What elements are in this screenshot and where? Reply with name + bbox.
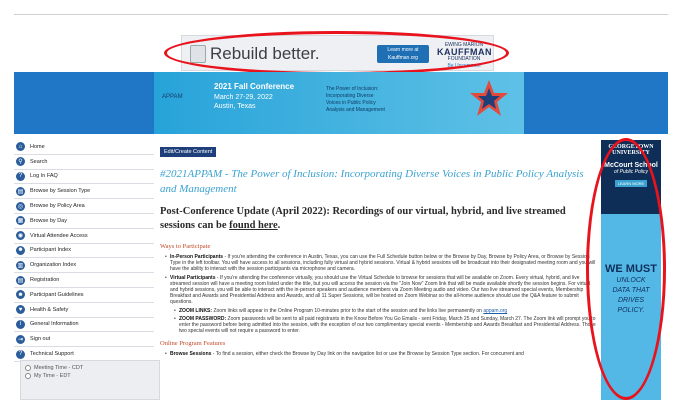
timezone-selector — [20, 360, 160, 400]
update-heading — [160, 205, 596, 233]
sidebar-item[interactable] — [14, 332, 154, 347]
sidebar-item-label: General Information — [30, 321, 79, 328]
theme-line: Voices in Public Policy — [326, 100, 376, 106]
item-text: - If you're attending the conference in Austin, Texas, you can use the Full Schedule button below or the Browse by Day, Browse by Policy Area, or Browse by Session Type in the left toolbar. You will have access to all sessions, including fully virtual and hybrid sessions. Virtual & hybrid sessions will be broadcast into their designated meeting room and you will have the ability to interact with the session participants via microphone and camera. — [170, 254, 596, 273]
sidebar-item[interactable] — [14, 303, 154, 318]
star-icon — [469, 78, 509, 118]
signout-icon: ⇥ — [17, 336, 24, 343]
sidebar-item[interactable] — [14, 273, 154, 288]
sidebar-item[interactable] — [14, 214, 154, 229]
school-sub: of Public Policy — [614, 169, 648, 175]
we-must: WE MUST — [605, 263, 657, 275]
tz-option-mine[interactable] — [25, 372, 155, 380]
sidebar-item[interactable] — [14, 318, 154, 333]
conference-info — [214, 82, 294, 111]
item-text: - To find a session, either check the Browse by Day link on the navigation list or use the Browse by Session Type section. For concurrent and — [211, 351, 524, 358]
learn-more-button[interactable]: LEARN MORE — [615, 180, 647, 187]
logo-brand: KAUFFMAN — [437, 47, 492, 57]
sidebar-item-label: Participant Index — [30, 247, 71, 254]
sidebar-item[interactable] — [14, 288, 154, 303]
logo-line1: EWING MARION — [444, 42, 484, 48]
sidebar-item-label: Technical Support — [30, 351, 74, 358]
ad-headline: Rebuild better. — [210, 44, 320, 63]
building-icon: ▥ — [17, 262, 24, 269]
list-item — [165, 351, 596, 357]
radio-icon[interactable] — [25, 365, 31, 371]
ad-line: POLICY. — [617, 307, 645, 314]
edit-create-button[interactable]: Edit/Create Content — [160, 147, 216, 157]
item-label: ZOOM LINKS: — [179, 307, 213, 314]
help-icon: ? — [16, 172, 25, 181]
theme-line: The Power of Inclusion: — [326, 86, 379, 92]
theme-line: Analysis and Management — [326, 107, 385, 113]
heart-icon: ♥ — [16, 305, 25, 314]
univ-line: UNIVERSITY — [612, 150, 650, 156]
item-text: Zoom passwords will be sent to all paid registrants in the Know Before You Go Emails - sent Friday, March 25 and Sunday, March 27. The Zoom link will prompt you to enter the password before being admitted into the session, with the exception of our two complimentary special events - Membership and Awards Breakfast and Presidential Address. Those two special events will not require a password to enter. — [179, 315, 596, 335]
update-text: Post-Conference Update (April 2022): Recordings of our virtual, hybrid, and live streamed sessions can be — [160, 206, 566, 231]
ad-line: DATA THAT — [612, 287, 650, 294]
calendar-icon: ▦ — [17, 218, 24, 225]
info-icon: i — [16, 320, 25, 329]
question-icon: ? — [16, 350, 25, 359]
ad-line: UNLOCK — [616, 277, 646, 284]
red-annotation-oval — [164, 31, 509, 75]
tz-label: Meeting Time - CDT — [34, 365, 84, 371]
list-item — [174, 316, 596, 335]
ways-heading: Ways to Participate — [160, 243, 211, 250]
top-divider — [14, 14, 668, 15]
conf-dates: March 27-29, 2022 — [214, 94, 273, 101]
conf-title: 2021 Fall Conference — [214, 82, 295, 91]
page-title: #2021APPAM - The Power of Inclusion: Incorporating Diverse Voices in Public Policy Analysis and Management — [160, 168, 584, 195]
list-item — [165, 275, 596, 306]
sidebar-nav — [14, 140, 154, 409]
sidebar-item[interactable] — [14, 199, 154, 214]
found-here-link[interactable]: found here — [229, 220, 278, 231]
sidebar-item[interactable] — [14, 258, 154, 273]
sidebar-item-label: Search — [30, 158, 48, 165]
tz-label: My Time - EDT — [34, 373, 71, 379]
item-label: Browse Sessions — [170, 351, 212, 358]
sidebar-item[interactable] — [14, 140, 154, 155]
sidebar-item-label: Participant Guidelines — [30, 291, 84, 298]
home-icon: ⌂ — [16, 142, 25, 151]
item-label: In-Person Participants — [170, 254, 224, 260]
univ-line: GEORGETOWN — [608, 144, 654, 150]
ad-button[interactable]: Learn more at Kauffman.org — [377, 45, 429, 63]
list-item — [174, 308, 596, 314]
sidebar-item-label: Browse by Session Type — [30, 188, 91, 195]
sidebar-item[interactable] — [14, 155, 154, 170]
appam-link[interactable]: appam.org — [483, 307, 508, 314]
sidebar-item-label: Log In FAQ — [30, 173, 58, 180]
sidebar-item-label: Registration — [30, 277, 60, 284]
sidebar-item-label: Browse by Policy Area — [30, 203, 85, 210]
conference-banner — [14, 72, 668, 134]
group-icon: ☻ — [17, 291, 24, 298]
ad-line: DRIVES — [617, 297, 645, 304]
ways-list — [160, 254, 596, 334]
red-annotation-oval — [586, 138, 666, 400]
sidebar-item[interactable] — [14, 229, 154, 244]
sidebar-item-label: Sign out — [30, 336, 51, 343]
document-icon: ▤ — [17, 277, 24, 284]
logo-line2: FOUNDATION — [447, 56, 481, 62]
sidebar-item[interactable] — [14, 244, 154, 259]
online-heading: Online Program Features — [160, 340, 226, 348]
sidebar-item-label: Home — [30, 143, 45, 150]
item-text: - If you're attending the conference virtually, you should use the Virtual Schedule to browse for sessions that will be available on Zoom. Every virtual, hybrid, and live streamed session will have a meeting room listed under the title, but you will access the session via the "Join Now" Zoom link that will be made available shortly the session begins. For virtual and hybrid sessions, you will be able to interact with the in-person speakers and audience members via Zoom Meeting audio and video. Our two live streamed special events, Membership Breakfast and Awards and Presidential Address and Awards, and all 11 Super Sessions, will be hosted on Zoom Webinar so the all-home audience should use the Q&A feature to submit questions. — [170, 274, 591, 306]
sidebar-item[interactable] — [14, 184, 154, 199]
tz-option-meeting[interactable] — [25, 364, 155, 372]
radio-icon[interactable] — [25, 373, 31, 379]
globe-icon: ◉ — [17, 233, 24, 240]
main-content — [160, 140, 596, 409]
item-text: Zoom links will appear in the Online Program 10-minutes prior to the start of the session and the links live permanently on — [212, 307, 484, 314]
theme-line: Incorporating Diverse — [326, 93, 374, 99]
list-item — [165, 254, 596, 273]
update-end: . — [277, 220, 281, 231]
conf-theme — [326, 86, 406, 114]
school-name: McCourt School — [604, 162, 658, 169]
item-label: ZOOM PASSWORD: — [179, 315, 227, 322]
online-list — [160, 351, 596, 357]
conf-location: Austin, Texas — [214, 103, 256, 110]
search-icon: ⚲ — [16, 157, 25, 166]
people-icon: ☻ — [17, 247, 24, 254]
sidebar-item-label: Health & Safety — [30, 306, 69, 313]
sidebar-item-label: Organization Index — [30, 262, 77, 269]
policy-icon: ◎ — [17, 203, 24, 210]
sidebar-item[interactable] — [14, 170, 154, 185]
item-label: Virtual Participants — [170, 274, 216, 281]
sidebar-item-label: Browse by Day — [30, 217, 67, 224]
logo-tagline: Be Uncommon — [447, 63, 481, 69]
sidebar-item-label: Virtual Attendee Access — [30, 232, 88, 239]
browse-icon: ▤ — [17, 188, 24, 195]
appam-logo: APPAM — [162, 94, 183, 100]
